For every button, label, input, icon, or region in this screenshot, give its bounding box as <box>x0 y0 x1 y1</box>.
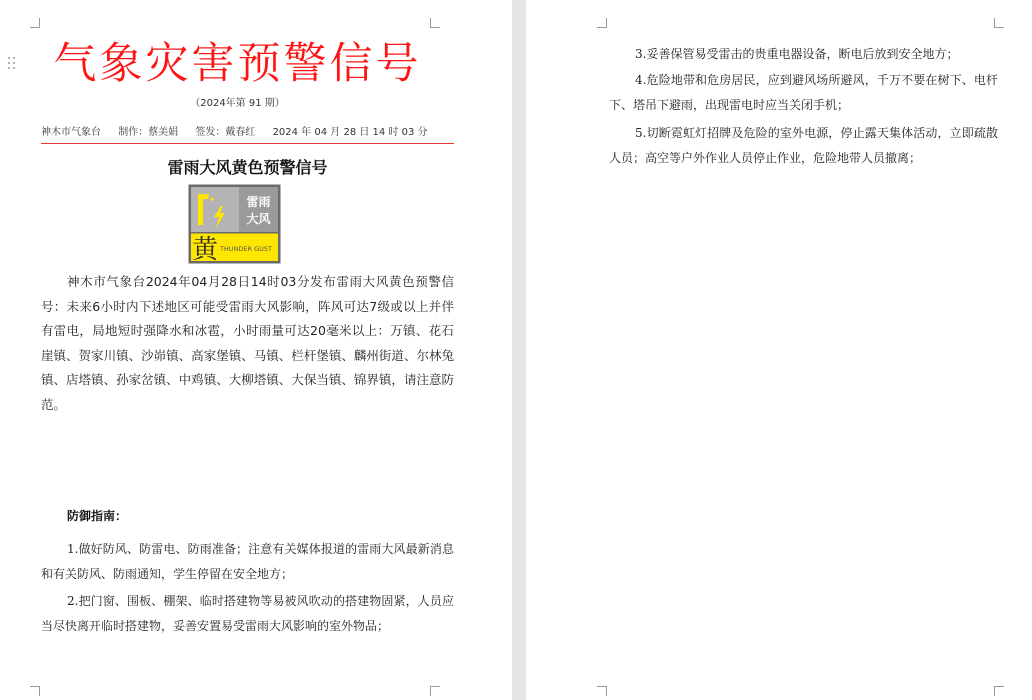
signal-label-cn-2: 大风 <box>246 212 271 226</box>
margin-corner-mark <box>597 18 607 28</box>
guide-item-3: 3.妥善保管易受雷击的贵重电器设备，断电后放到安全地方； <box>635 47 959 61</box>
margin-corner-mark <box>30 18 40 28</box>
signer-label: 签发：戴春红 <box>195 127 256 138</box>
document-title: 气象灾害预警信号 <box>53 39 422 89</box>
warning-heading: 雷雨大风黄色预警信号 <box>167 158 328 177</box>
issue-datetime: 2024 年 04 月 28 日 14 时 03 分 <box>272 127 428 138</box>
margin-corner-mark <box>994 686 1004 696</box>
margin-corner-mark <box>430 18 440 28</box>
margin-corner-mark <box>430 686 440 696</box>
signal-level-char: 黄 <box>191 235 219 264</box>
signal-label-cn-1: 雷雨 <box>246 195 271 209</box>
defense-guide-heading: 防御指南： <box>67 509 128 523</box>
page-1[interactable] <box>0 0 512 700</box>
guide-item-4: 4.危险地带和危房居民，应到避风场所避风，千万不要在树下、电杆下、塔吊下避雨，出现雷电时应当关闭手机； <box>609 73 998 112</box>
red-divider-line <box>41 143 454 144</box>
margin-corner-mark <box>30 686 40 696</box>
guide-item-1: 1.做好防风、防雷电、防雨准备；注意有关媒体报道的雷雨大风最新消息和有关防风、防雨通知，学生停留在安全地方； <box>41 542 454 581</box>
issuer-name: 神木市气象台 <box>41 127 101 138</box>
author-label: 制作：蔡美娟 <box>118 127 179 138</box>
guide-item-5: 5.切断霓虹灯招牌及危险的室外电源，停止露天集体活动，立即疏散人员；高空等户外作业人员停止作业，危险地带人员撤离； <box>609 126 998 165</box>
guide-item-2: 2.把门窗、围板、棚架、临时搭建物等易被风吹动的搭建物固紧，人员应当尽快离开临时搭建物，妥善安置易受雷雨大风影响的室外物品； <box>41 594 454 633</box>
signal-label-en: THUNDER GUST <box>219 245 273 253</box>
thunder-gust-yellow-signal-icon <box>188 184 281 264</box>
issue-number: （2024年第 91 期） <box>190 98 285 109</box>
margin-corner-mark <box>597 686 607 696</box>
margin-corner-mark <box>994 18 1004 28</box>
warning-body-paragraph: 神木市气象台2024年04月28日14时03分发布雷雨大风黄色预警信号：未来6小时内下述地区可能受雷雨大风影响，阵风可达7级或以上并伴有雷电，局地短时强降水和冰雹，小时雨量可达20毫米以上：万镇、花石崖镇、贺家川镇、沙峁镇、高家堡镇、马镇、栏杆堡镇、麟州街道、尔林兔镇、店塔镇、孙家岔镇、中鸡镇、大柳塔镇、大保当镇、锦界镇，请注意防范。 <box>41 274 454 412</box>
issuer-meta-line <box>41 123 428 138</box>
